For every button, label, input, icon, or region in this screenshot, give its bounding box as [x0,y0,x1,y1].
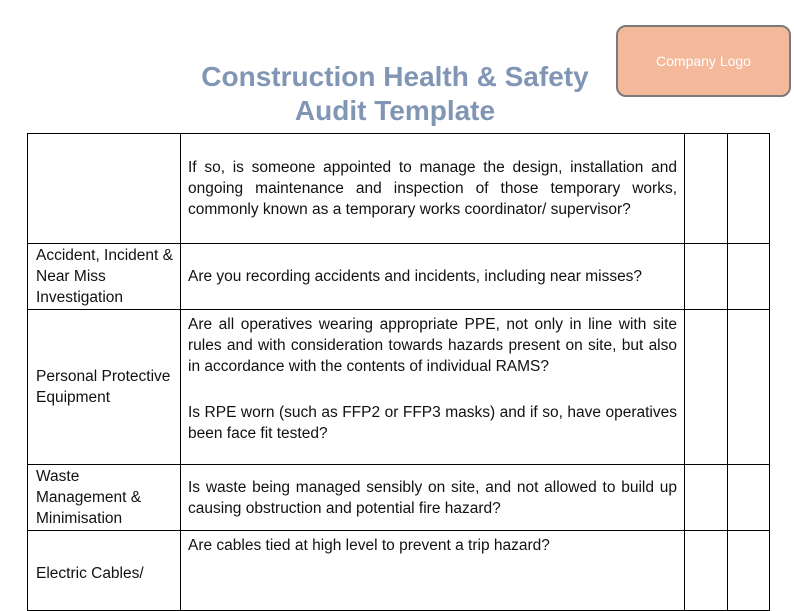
question-text: If so, is someone appointed to manage the design, installation and ongoing maintenance and inspection of those temporary works, commonly known as a temporary works coordinator/ supervisor? [188,159,677,218]
table-row [28,244,770,310]
table-row [28,531,770,611]
company-logo-placeholder: Company Logo [616,25,791,97]
question-cell [181,134,685,244]
check-cell-no[interactable] [728,310,770,465]
question-text: Is RPE worn (such as FFP2 or FFP3 masks) and if so, have operatives been face fit tested? [188,404,677,442]
check-cell-yes[interactable] [685,465,728,531]
question-cell [181,531,685,611]
check-cell-yes[interactable] [685,244,728,310]
question-text: Is waste being managed sensibly on site, and not allowed to build up causing obstruction and potential fire hazard? [188,478,677,517]
page-title [160,60,630,128]
check-cell-yes[interactable] [685,531,728,611]
title-line-1: Construction Health & Safety [201,61,589,92]
check-cell-no[interactable] [728,465,770,531]
question-text: Are you recording accidents and incidents, including near misses? [188,268,643,285]
check-cell-yes[interactable] [685,310,728,465]
question-text: Are cables tied at high level to prevent a trip hazard? [188,537,550,554]
question-cell [181,244,685,310]
check-cell-no[interactable] [728,134,770,244]
category-cell: Waste Management & Minimisation [28,465,181,531]
table-row [28,465,770,531]
question-text: Are all operatives wearing appropriate PPE, not only in line with site rules and with consideration towards hazards present on site, but also in accordance with the contents of individual RAMS? [188,316,677,375]
check-cell-no[interactable] [728,531,770,611]
title-line-2: Audit Template [294,95,496,126]
question-cell [181,465,685,531]
category-cell: Personal Protective Equipment [28,310,181,465]
category-cell [28,134,181,244]
audit-table [27,133,770,611]
category-cell: Accident, Incident & Near Miss Investigation [28,244,181,310]
check-cell-yes[interactable] [685,134,728,244]
check-cell-no[interactable] [728,244,770,310]
table-row [28,310,770,465]
question-cell [181,310,685,465]
category-cell: Electric Cables/ [28,531,181,611]
table-row [28,134,770,244]
